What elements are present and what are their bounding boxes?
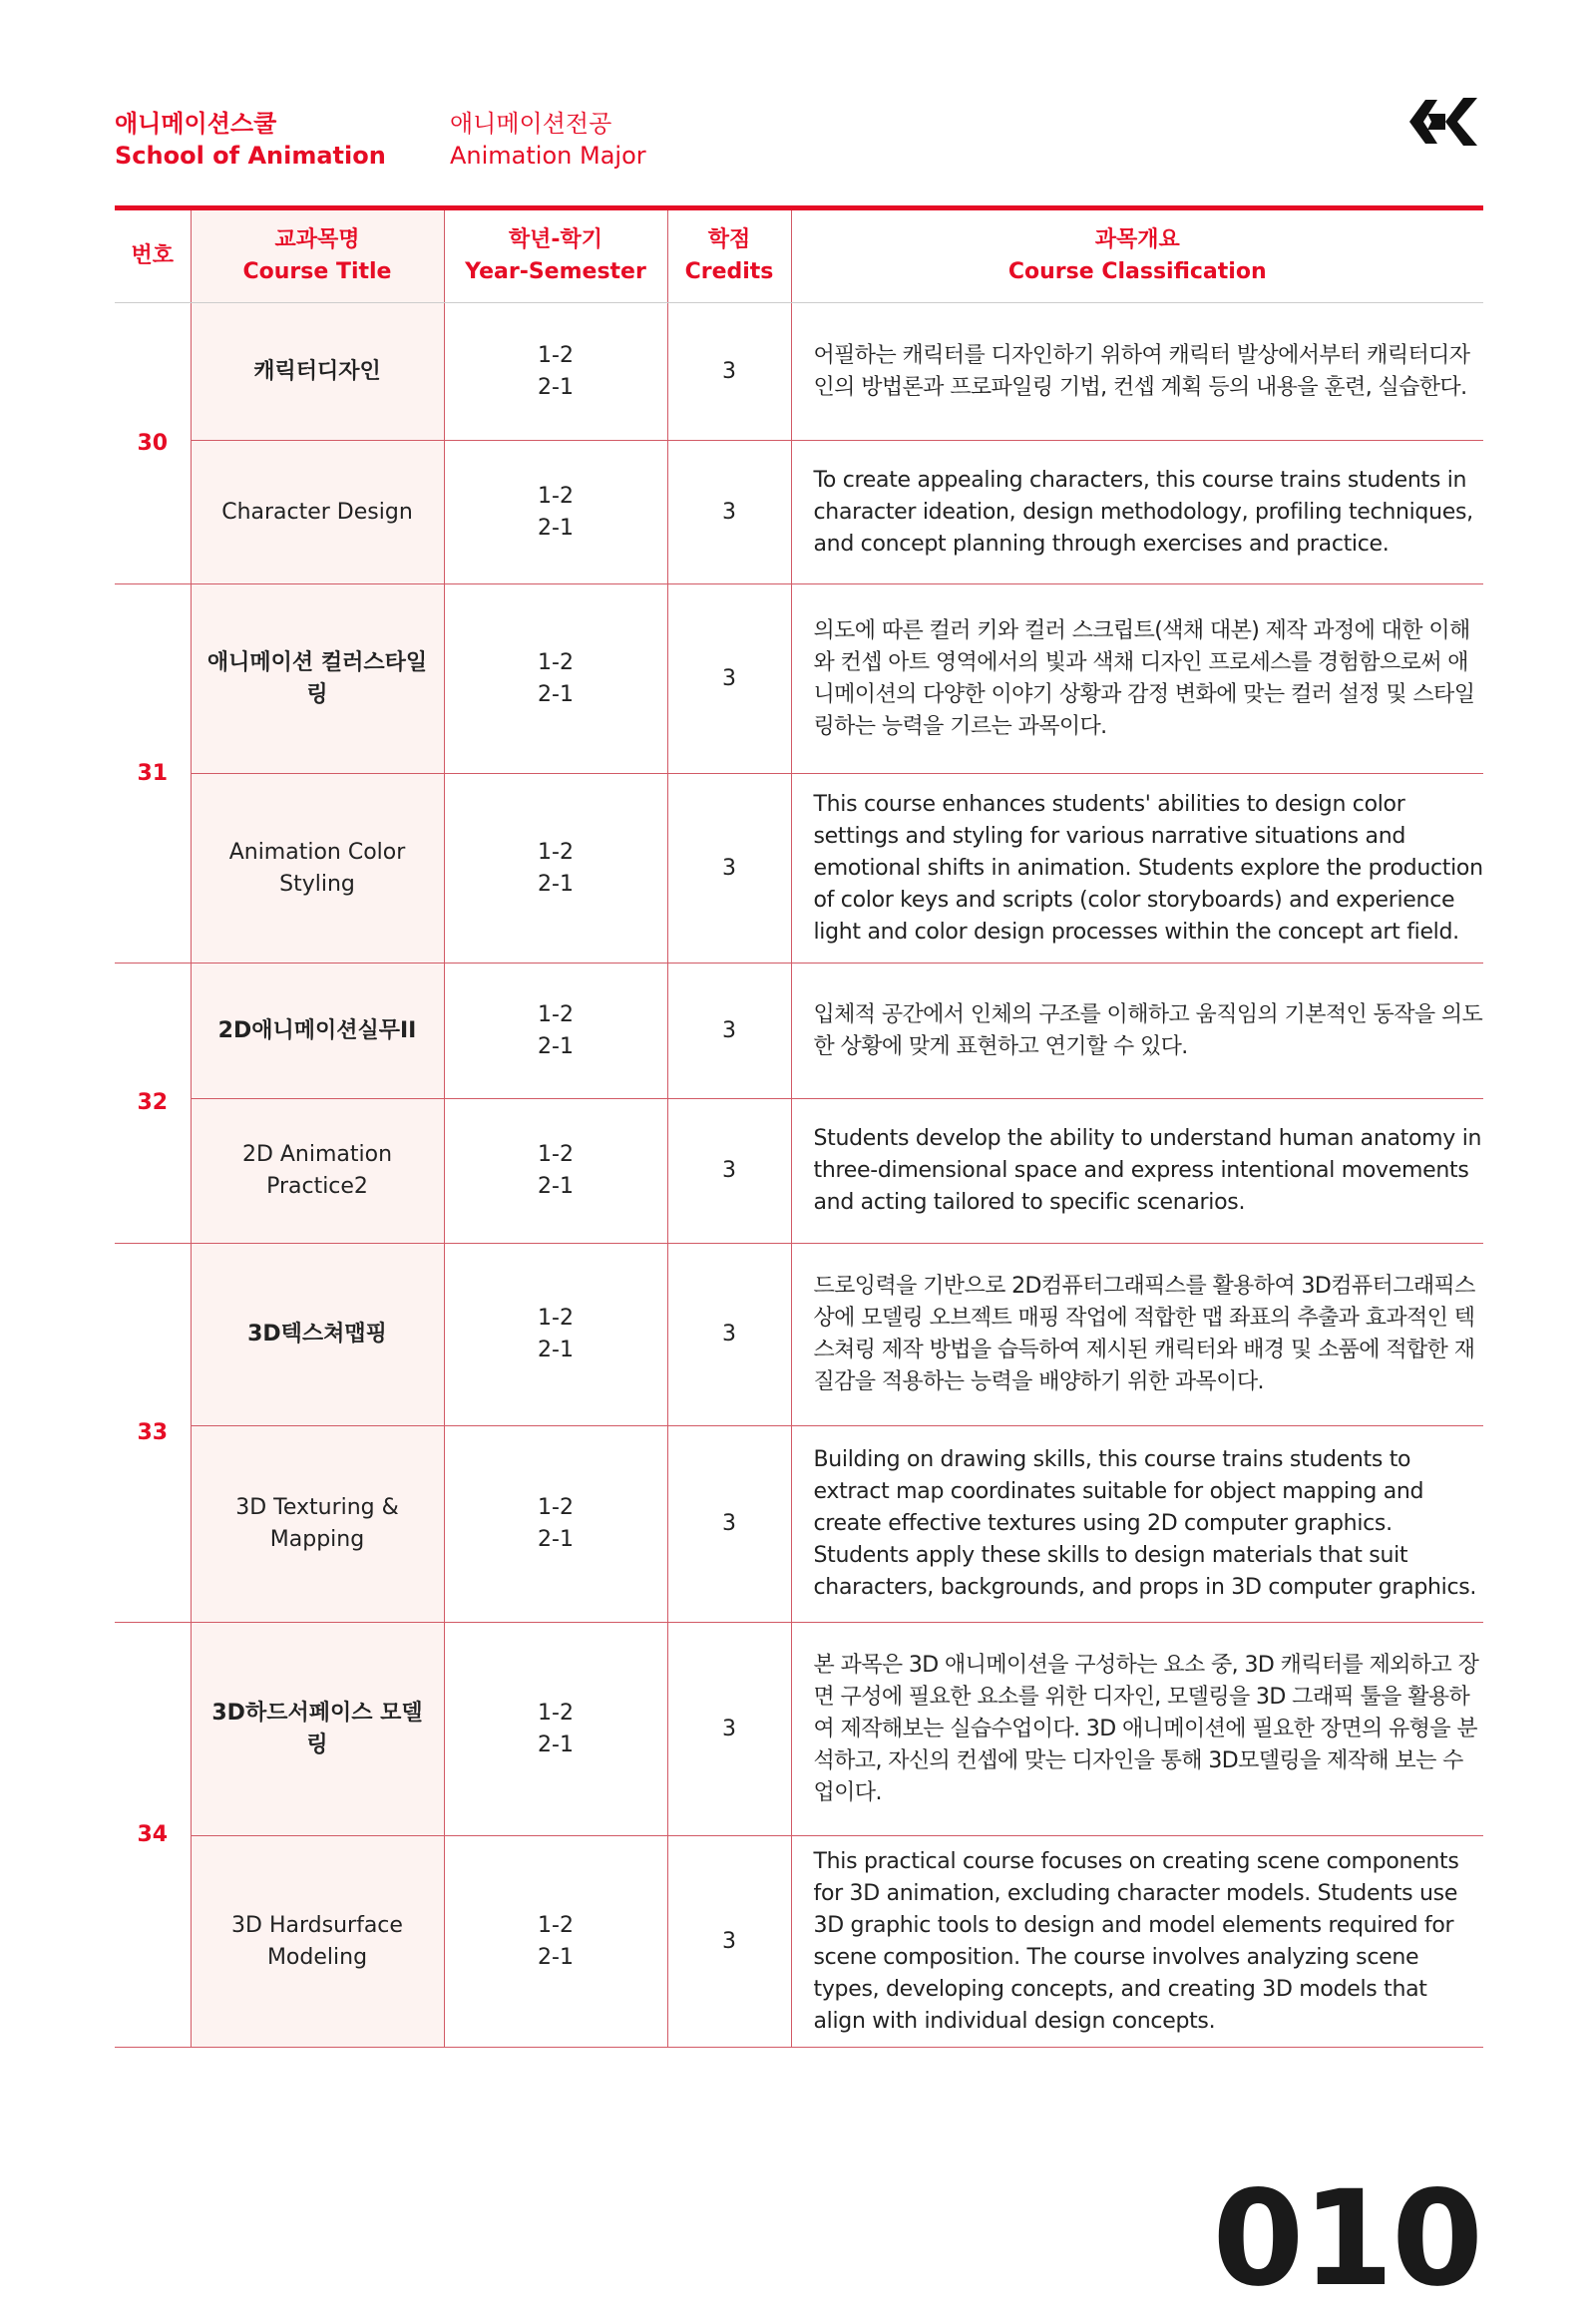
credits: 3 (667, 964, 791, 1099)
table-row (115, 1426, 1483, 1623)
table-row (115, 1836, 1483, 2048)
table-row (115, 441, 1483, 584)
year-semester: 1-2 2-1 (444, 441, 667, 584)
table-row (115, 1623, 1483, 1836)
year-semester: 1-2 2-1 (444, 1244, 667, 1426)
credits: 3 (667, 303, 791, 441)
course-number: 32 (115, 964, 191, 1244)
credits: 3 (667, 584, 791, 774)
credits: 3 (667, 1623, 791, 1836)
course-description-en: This course enhances students' abilities to design color settings and styling for various narrative situations and emotional shifts in animation. Students explore the production of color keys and scripts (color storyboards) and experience light and color design processes within the concept art field. (791, 774, 1483, 964)
course-title-en: Animation Color Styling (191, 774, 444, 964)
table-row (115, 1244, 1483, 1426)
year-semester: 1-2 2-1 (444, 303, 667, 441)
col-header-ys-en: Year-Semester (465, 259, 646, 284)
course-description-kr: 의도에 따른 컬러 키와 컬러 스크립트(색채 대본) 제작 과정에 대한 이해와 컨셉 아트 영역에서의 빛과 색채 디자인 프로세스를 경험함으로써 애니메이션의 다양한 이야기 상황과 감정 변화에 맞는 컬러 설정 및 스타일링하는 능력을 기르는 과목이다. (791, 584, 1483, 774)
col-header-title (191, 208, 444, 303)
year-semester: 1-2 2-1 (444, 1426, 667, 1623)
major-name-en: Animation Major (450, 142, 646, 170)
credits: 3 (667, 1244, 791, 1426)
year-semester: 1-2 2-1 (444, 1099, 667, 1244)
course-number: 33 (115, 1244, 191, 1623)
school-name-en: School of Animation (115, 142, 386, 170)
school-name-kr: 애니메이션스쿨 (115, 110, 277, 138)
course-description-kr: 어필하는 캐릭터를 디자인하기 위하여 캐릭터 발상에서부터 캐릭터디자인의 방법론과 프로파일링 기법, 컨셉 계획 등의 내용을 훈련, 실습한다. (791, 303, 1483, 441)
table-row (115, 1099, 1483, 1244)
col-header-description (791, 208, 1483, 303)
course-description-kr: 입체적 공간에서 인체의 구조를 이해하고 움직임의 기본적인 동작을 의도한 상황에 맞게 표현하고 연기할 수 있다. (791, 964, 1483, 1099)
col-header-credits-en: Credits (684, 259, 774, 284)
course-description-kr: 본 과목은 3D 애니메이션을 구성하는 요소 중, 3D 캐릭터를 제외하고 장면 구성에 필요한 요소를 위한 디자인, 모델링을 3D 그래픽 툴을 활용하여 제작해보는 실습수업이다. 3D 애니메이션에 필요한 장면의 유형을 분석하고, 자신의 컨셉에 맞는 디자인을 통해 3D모델링을 제작해 보는 수업이다. (791, 1623, 1483, 1836)
table-header-row (115, 208, 1483, 303)
table-row (115, 303, 1483, 441)
table-row (115, 964, 1483, 1099)
year-semester: 1-2 2-1 (444, 584, 667, 774)
col-header-credits-kr: 학점 (707, 227, 751, 252)
col-header-desc-kr: 과목개요 (1094, 227, 1180, 252)
col-header-desc-en: Course Classification (1007, 259, 1267, 284)
course-title-en: 3D Texturing & Mapping (191, 1426, 444, 1623)
course-title-kr: 3D텍스쳐맵핑 (191, 1244, 444, 1426)
course-description-kr: 드로잉력을 기반으로 2D컴퓨터그래픽스를 활용하여 3D컴퓨터그래픽스상에 모델링 오브젝트 매핑 작업에 적합한 맵 좌표의 추출과 효과적인 텍스쳐링 제작 방법을 습득하여 제시된 캐릭터와 배경 및 소품에 적합한 재질감을 적용하는 능력을 배양하기 위한 과목이다. (791, 1244, 1483, 1426)
credits: 3 (667, 1099, 791, 1244)
ck-logo-icon (1405, 94, 1483, 150)
course-title-en: 2D Animation Practice2 (191, 1099, 444, 1244)
course-title-en: Character Design (191, 441, 444, 584)
major-name (450, 108, 646, 172)
col-header-title-kr: 교과목명 (274, 227, 360, 252)
course-description-en: To create appealing characters, this course trains students in character ideation, design methodology, profiling techniques, and concept planning through exercises and practice. (791, 441, 1483, 584)
col-header-title-en: Course Title (242, 259, 392, 284)
credits: 3 (667, 774, 791, 964)
course-number: 30 (115, 303, 191, 584)
course-table (115, 205, 1483, 2048)
major-name-kr: 애니메이션전공 (450, 110, 612, 138)
page-header (115, 108, 1483, 178)
year-semester: 1-2 2-1 (444, 964, 667, 1099)
year-semester: 1-2 2-1 (444, 1836, 667, 2048)
table-row (115, 584, 1483, 774)
course-title-kr: 3D하드서페이스 모델링 (191, 1623, 444, 1836)
school-name (115, 108, 386, 172)
col-header-year-semester (444, 208, 667, 303)
page-number: 010 (1212, 2162, 1481, 2316)
year-semester: 1-2 2-1 (444, 774, 667, 964)
table-row (115, 774, 1483, 964)
course-title-kr: 2D애니메이션실무II (191, 964, 444, 1099)
col-header-no: 번호 (115, 208, 191, 303)
credits: 3 (667, 441, 791, 584)
course-number: 31 (115, 584, 191, 964)
course-number: 34 (115, 1623, 191, 2048)
course-title-en: 3D Hardsurface Modeling (191, 1836, 444, 2048)
credits: 3 (667, 1836, 791, 2048)
year-semester: 1-2 2-1 (444, 1623, 667, 1836)
credits: 3 (667, 1426, 791, 1623)
course-title-kr: 애니메이션 컬러스타일링 (191, 584, 444, 774)
col-header-ys-kr: 학년-학기 (508, 227, 603, 252)
col-header-credits (667, 208, 791, 303)
course-title-kr: 캐릭터디자인 (191, 303, 444, 441)
course-description-en: Students develop the ability to understand human anatomy in three-dimensional space and express intentional movements and acting tailored to specific scenarios. (791, 1099, 1483, 1244)
course-description-en: Building on drawing skills, this course trains students to extract map coordinates suitable for object mapping and create effective textures using 2D computer graphics. Students apply these skills to design materials that suit characters, backgrounds, and props in 3D computer graphics. (791, 1426, 1483, 1623)
course-description-en: This practical course focuses on creating scene components for 3D animation, excluding character models. Students use 3D graphic tools to design and model elements required for scene composition. The course involves analyzing scene types, developing concepts, and creating 3D models that align with individual design concepts. (791, 1836, 1483, 2048)
